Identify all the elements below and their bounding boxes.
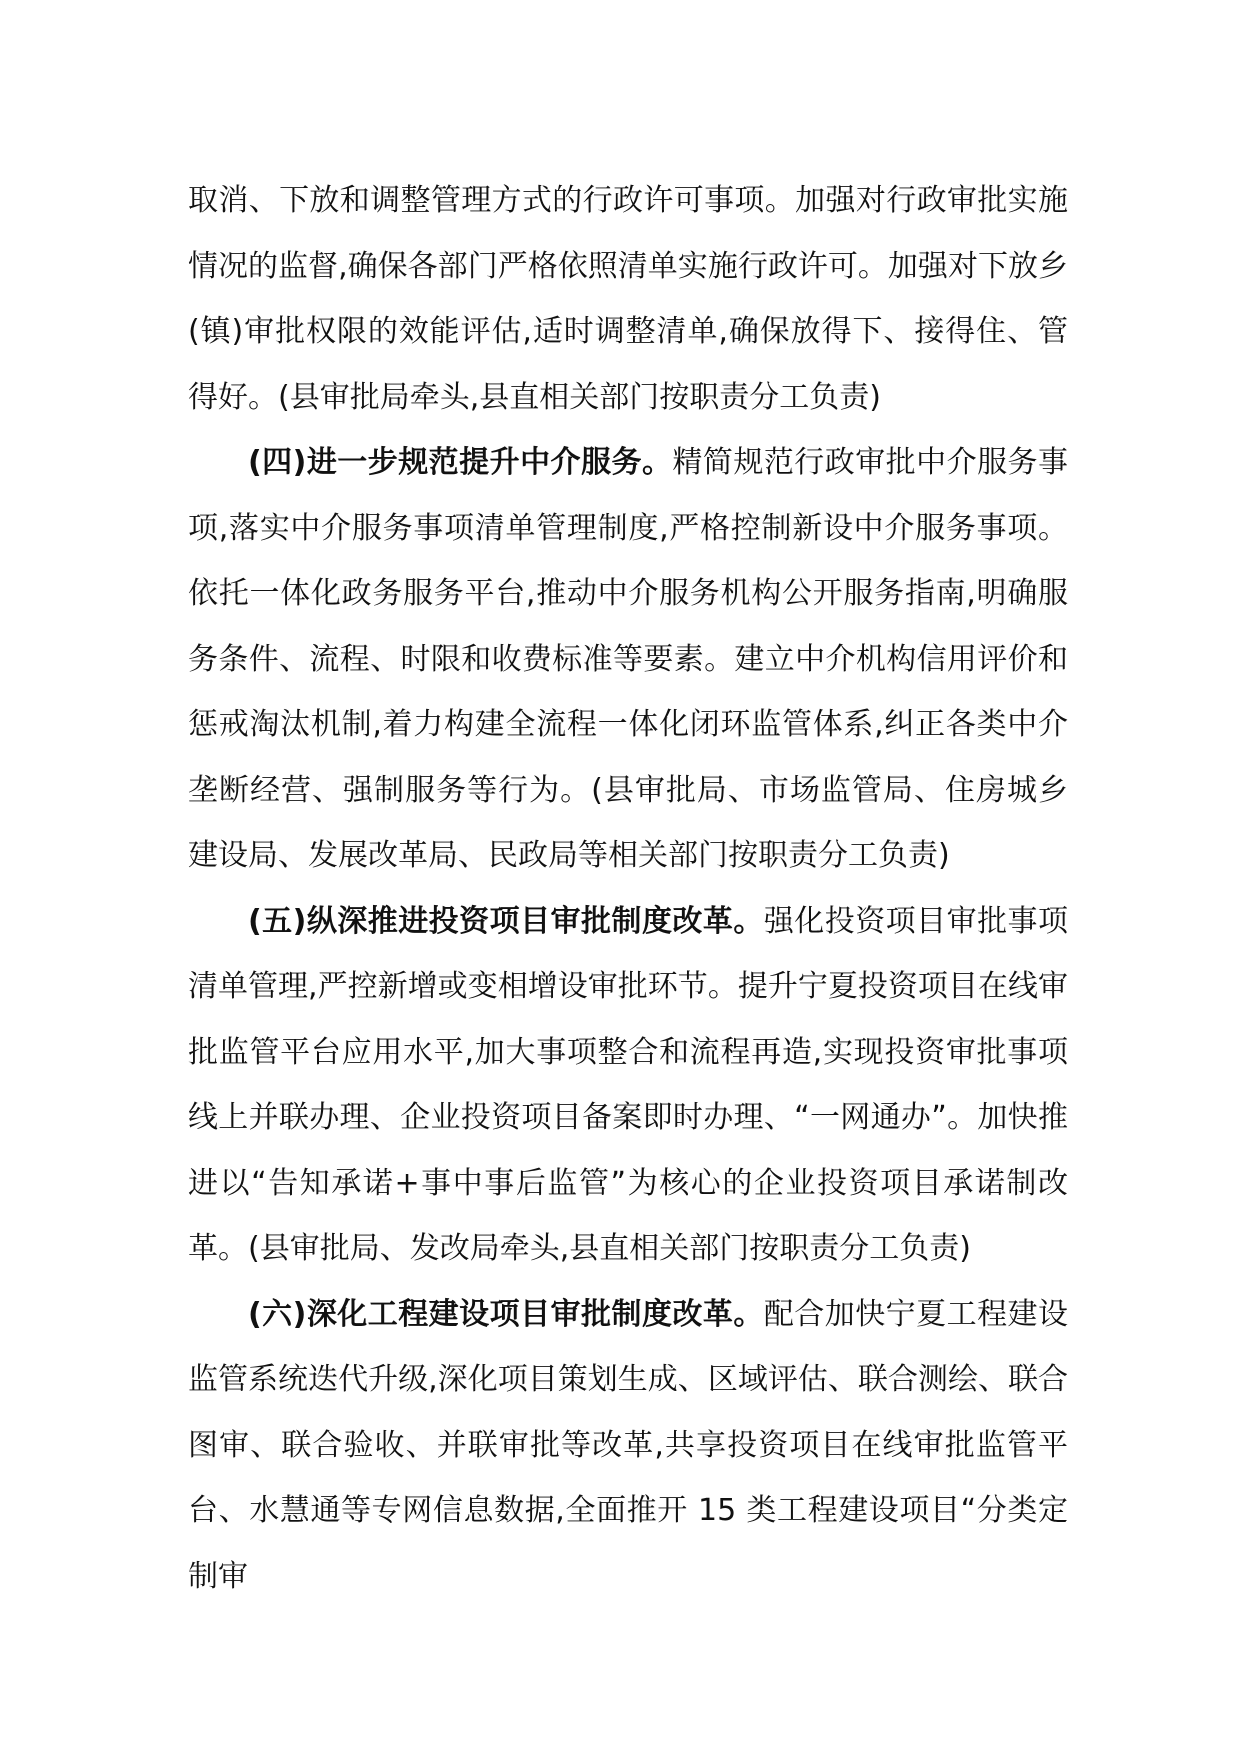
paragraph-investment-approval xyxy=(188,889,1068,1282)
paragraph-heading: (五)纵深推进投资项目审批制度改革。 xyxy=(248,903,764,939)
paragraph-continuation xyxy=(188,168,1068,430)
paragraph-text: 精简规范行政审批中介服务事项,落实中介服务事项清单管理制度,严格控制新设中介服务事项。依托一体化政务服务平台,推动中介服务机构公开服务指南,明确服务条件、流程、时限和收费标准等要素。建立中介机构信用评价和惩戒淘汰机制,着力构建全流程一体化闭环监管体系,纠正各类中介垄断经营、强制服务等行为。(县审批局、市场监管局、住房城乡建设局、发展改革局、民政局等相关部门按职责分工负责) xyxy=(188,445,1069,873)
paragraph-text: 强化投资项目审批事项清单管理,严控新增或变相增设审批环节。提升宁夏投资项目在线审批监管平台应用水平,加大事项整合和流程再造,实现投资审批事项线上并联办理、企业投资项目备案即时办理、“一网通办”。加快推进以“告知承诺+事中事后监管”为核心的企业投资项目承诺制改革。(县审批局、发改局牵头,县直相关部门按职责分工负责) xyxy=(188,903,1069,1266)
document-body xyxy=(188,168,1068,1609)
paragraph-text: 取消、下放和调整管理方式的行政许可事项。加强对行政审批实施情况的监督,确保各部门严格依照清单实施行政许可。加强对下放乡(镇)审批权限的效能评估,适时调整清单,确保放得下、接得住、管得好。(县审批局牵头,县直相关部门按职责分工负责) xyxy=(188,183,1068,415)
paragraph-text: 配合加快宁夏工程建设监管系统迭代升级,深化项目策划生成、区域评估、联合测绘、联合图审、联合验收、并联审批等改革,共享投资项目在线审批监管平台、水慧通等专网信息数据,全面推开 15 类工程建设项目“分类定制审 xyxy=(188,1296,1069,1594)
paragraph-heading: (四)进一步规范提升中介服务。 xyxy=(248,445,673,480)
paragraph-heading: (六)深化工程建设项目审批制度改革。 xyxy=(248,1296,764,1332)
paragraph-construction-approval xyxy=(188,1282,1068,1610)
paragraph-intermediary-services xyxy=(188,430,1068,889)
